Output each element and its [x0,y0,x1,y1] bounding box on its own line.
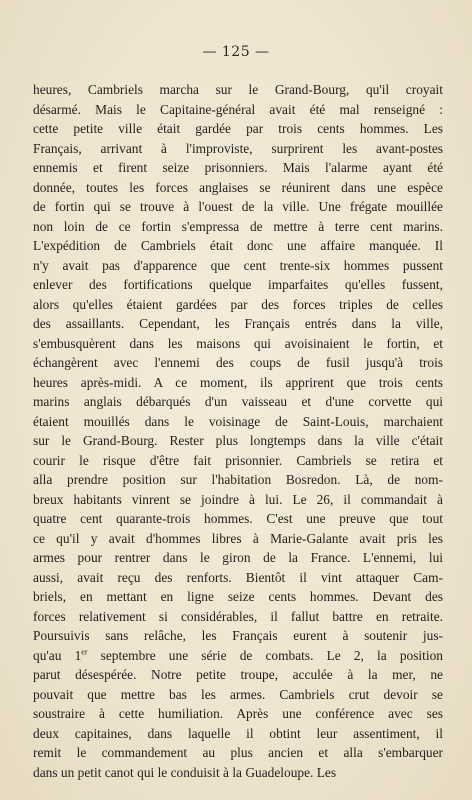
text-line: des assaillants. Cependant, les Français entrés dans la ville, [33,316,443,331]
text-line: échangèrent avec l'ennemi des coups de fusil jusqu'à trois [33,355,443,370]
text-line: dans un petit canot qui le conduisit à la Guadeloupe. Les [33,764,337,780]
text-line: s'embusquèrent dans les maisons qui avoisinaient le fortin, et [33,335,443,351]
text-line: courir le risque d'être fait prisonnier. Cambriels se retira et [33,452,443,468]
text-line: deux capitaines, dans laquelle il obtint leur assentiment, il [33,725,443,741]
text-line: quatre cent quarante-trois hommes. C'est une preuve que tout [33,511,443,526]
text-line: aussi, avait reçu des renforts. Bientôt il vint attaquer Cam- [33,569,443,585]
page-number: — 125 — [202,44,270,60]
text-line: de fortin qui se trouve à l'ouest de la ville. Une frégate mouillée [33,199,443,214]
text-line: désarmé. Mais le Capitaine-général avait été mal renseigné : [33,101,443,117]
text-line: enlever des fortifications quelque imparfaites qu'elles fussent, [33,277,443,292]
text-line: forces relativement si considérables, il fallut battre en retraite. [33,608,443,624]
text-line: étaient mouillés dans le voisinage de Saint-Louis, marchaient [33,413,443,429]
text-line: heures après-midi. A ce moment, ils apprirent que trois cents [33,374,443,390]
text-line: alla prendre position sur l'habitation Bosredon. Là, de nom- [33,472,443,487]
text-line: cette petite ville était gardée par trois cents hommes. Les [33,121,443,136]
text-line: non loin de ce fortin s'empressa de mettre à terre cent marins. [33,218,443,234]
text-line: marins anglais débarqués d'un vaisseau et d'une corvette qui [33,394,443,409]
text-line: qu'au 1er septembre une série de combats. Le 2, la position [33,647,443,663]
text-line: L'expédition de Cambriels était donc une affaire manquée. Il [33,238,443,253]
text-line: n'y avait pas d'apparence que cent trente-six hommes pussent [33,257,443,273]
body-text [33,80,443,782]
text-line: heures, Cambriels marcha sur le Grand-Bourg, qu'il croyait [33,82,443,97]
text-line: soustraire à cette humiliation. Après une conférence avec ses [33,706,443,721]
text-line: ennemis et firent seize prisonniers. Mais l'alarme ayant été [33,160,443,175]
text-line: Français, arrivant à l'improviste, surprirent les avant-postes [33,140,443,156]
text-line: donnée, toutes les forces anglaises se réunirent dans une espèce [33,179,443,195]
text-line: alors qu'elles étaient gardées par des forces triples de celles [33,296,443,312]
text-line: briels, en mettant en ligne seize cents hommes. Devant des [33,589,443,604]
text-line: parut désespérée. Notre petite troupe, acculée à la mer, ne [33,667,443,682]
text-line: breux habitants vinrent se joindre à lui. Le 26, il commandait à [33,491,443,507]
text-line: pouvait que mettre bas les armes. Cambriels crut devoir se [33,686,443,702]
text-line: sur le Grand-Bourg. Rester plus longtemps dans la ville c'était [33,433,443,448]
text-line: Poursuivis sans relâche, les Français eurent à soutenir jus- [33,628,443,643]
text-line: remit le commandement au plus ancien et alla s'embarquer [33,745,443,760]
text-line: ce qu'il y avait d'hommes libres à Marie-Galante avait pris les [33,530,443,546]
text-line: armes pour rentrer dans le giron de la France. L'ennemi, lui [33,550,443,565]
